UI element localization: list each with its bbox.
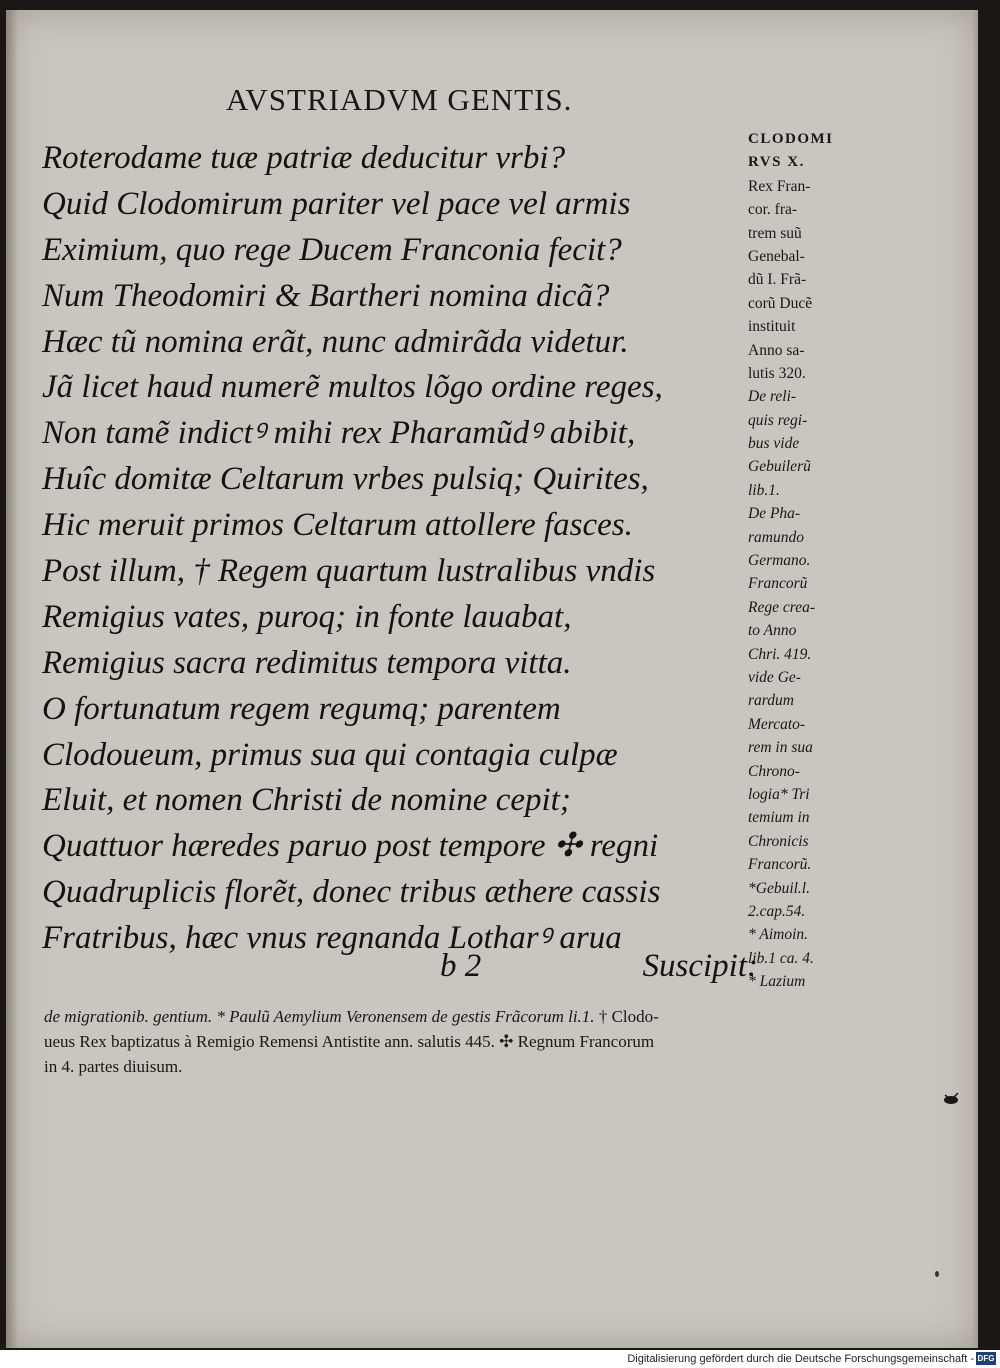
margin-note-line: Rege crea- xyxy=(748,598,815,616)
verse-text xyxy=(42,136,762,962)
verse-line: Quadruplicis florẽt, donec tribus æthere cassis xyxy=(42,874,661,911)
margin-note-line: bus vide xyxy=(748,435,800,453)
dfg-logo: DFG xyxy=(977,1354,995,1363)
footnote-text: de migrationib. gentium. xyxy=(44,1007,213,1026)
margin-note-line: to Anno xyxy=(748,622,797,640)
footnote-line xyxy=(44,1004,854,1029)
margin-note-line: Rex Fran- xyxy=(748,177,811,195)
footnote-text: † Clodo- xyxy=(598,1007,659,1026)
verse-line: Num Theodomiri & Bartheri nomina dicã? xyxy=(42,277,610,314)
footnote-text: * Paulũ Aemylium Veronensem de gestis Frãcorum li.1. xyxy=(216,1007,595,1026)
margin-note-line: Francorũ. xyxy=(748,856,812,874)
footnote-text: ✣ Regnum Francorum xyxy=(499,1032,655,1051)
running-head: AVSTRIADVM GENTIS. xyxy=(226,82,573,117)
page-edge-shadow xyxy=(972,10,978,1348)
marginal-notes xyxy=(748,128,858,993)
margin-note-line: Mercato- xyxy=(748,715,806,733)
margin-note-line: CLODOMI xyxy=(748,131,834,147)
catchword: Suscipit: xyxy=(642,948,758,984)
margin-note-line: corũ Ducẽ xyxy=(748,294,813,312)
verse-line: Post illum, † Regem quartum lustralibus vndis xyxy=(42,553,656,590)
verse-line: O fortunatum regem regumq; parentem xyxy=(42,690,561,727)
footnote-text: ueus Rex baptizatus à Remigio Remensi Antistite ann. salutis 445. xyxy=(44,1032,495,1051)
footnote-line xyxy=(44,1054,854,1079)
margin-note-line: Gebuilerũ xyxy=(748,458,811,476)
ink-blot xyxy=(942,1092,960,1106)
verse-line: Quid Clodomirum pariter vel pace vel armis xyxy=(42,185,631,222)
margin-note-line: 2.cap.54. xyxy=(748,902,806,920)
margin-note-line: De reli- xyxy=(748,388,797,406)
verse-line: Huîc domitæ Celtarum vrbes pulsiq; Quirites, xyxy=(42,461,649,498)
signature-row xyxy=(440,948,758,994)
verse-line: Quattuor hæredes paruo post tempore ✣ regni xyxy=(42,828,659,865)
margin-note-line: * Aimoin. xyxy=(748,926,808,944)
footnote-text: in 4. partes diuisum. xyxy=(44,1057,183,1076)
margin-note-line: quis regi- xyxy=(748,411,808,429)
margin-note-line: rem in sua xyxy=(748,739,813,757)
margin-note-line: Chri. 419. xyxy=(748,645,812,663)
margin-note-line: *Gebuil.l. xyxy=(748,879,810,897)
margin-note-line: Francorũ xyxy=(748,575,808,593)
ink-speck xyxy=(934,1270,940,1278)
margin-note-line: dũ I. Frã- xyxy=(748,271,807,289)
margin-note-line: Genebal- xyxy=(748,247,805,265)
margin-note-line: Germano. xyxy=(748,552,811,570)
footnote-line xyxy=(44,1029,854,1054)
margin-note-line: instituit xyxy=(748,318,796,336)
verse-line: Eximium, quo rege Ducem Franconia fecit? xyxy=(42,231,622,268)
page-gutter-shadow xyxy=(6,10,18,1348)
margin-note-line: logia* Tri xyxy=(748,785,810,803)
verse-line: Fratribus, hæc vnus regnanda Lotharꝰ arua xyxy=(42,920,622,957)
margin-note-line: * Lazium xyxy=(748,973,806,991)
margin-note-line: vide Ge- xyxy=(748,668,801,686)
margin-note-line: Anno sa- xyxy=(748,341,805,359)
margin-note-line: ramundo xyxy=(748,528,804,546)
verse-line: Hæc tũ nomina erãt, nunc admirãda videtur. xyxy=(42,323,629,360)
margin-note-line: Chronicis xyxy=(748,832,809,850)
margin-note-line: lib.1. xyxy=(748,481,780,499)
verse-line: Non tamẽ indictꝰ mihi rex Pharamũdꝰ abibit, xyxy=(42,415,636,452)
footnotes xyxy=(44,1004,854,1079)
verse-line: Eluit, et nomen Christi de nomine cepit; xyxy=(42,782,571,819)
margin-note-line: lutis 320. xyxy=(748,364,806,382)
footer-credit: Digitalisierung gefördert durch die Deutsche Forschungsgemeinschaft - xyxy=(627,1353,974,1365)
margin-note-line: De Pha- xyxy=(748,505,801,523)
margin-note-line: lib.1 ca. 4. xyxy=(748,949,814,967)
margin-note-line: trem suũ xyxy=(748,224,802,242)
margin-note-line: rardum xyxy=(748,692,794,710)
margin-note-line: Chrono- xyxy=(748,762,800,780)
verse-line: Clodoueum, primus sua qui contagia culpæ xyxy=(42,736,618,773)
verse-line: Remigius sacra redimitus tempora vitta. xyxy=(42,644,572,681)
verse-line: Hic meruit primos Celtarum attollere fasces. xyxy=(42,507,633,544)
margin-note-line: cor. fra- xyxy=(748,201,798,219)
margin-note-line: RVS X. xyxy=(748,154,805,171)
verse-line: Roterodame tuæ patriæ deducitur vrbi? xyxy=(42,140,566,176)
signature-mark: b 2 xyxy=(440,948,482,984)
verse-line: Remigius vates, puroq; in fonte lauabat, xyxy=(42,598,572,635)
margin-note-line: temium in xyxy=(748,809,810,827)
verse-line: Jã licet haud numerẽ multos lõgo ordine reges, xyxy=(42,369,663,406)
